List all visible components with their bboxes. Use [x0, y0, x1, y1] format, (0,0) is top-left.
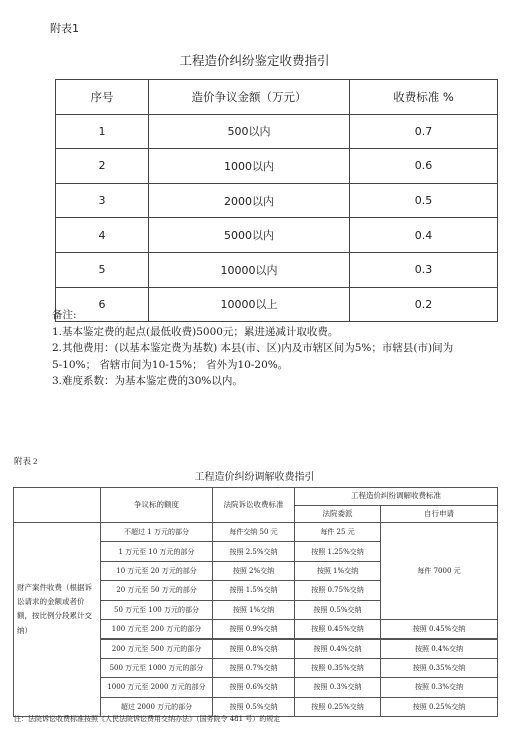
table-cell: 按照 0.75%交纳 — [295, 581, 381, 600]
table-cell: 5 — [56, 252, 149, 287]
appraisal-fee-table — [55, 79, 498, 322]
table-row — [56, 252, 498, 287]
notes-block — [52, 307, 502, 390]
table-cell: 超过 2000 万元的部分 — [101, 697, 213, 716]
table-cell: 按照 0.45%交纳 — [381, 619, 498, 638]
table-header-row — [14, 488, 498, 506]
table-cell: 按照 1%交纳 — [213, 600, 295, 619]
table-cell: 按照 0.5%交纳 — [213, 697, 295, 716]
table-cell: 1 — [56, 114, 149, 149]
header-self-apply: 自行申请 — [381, 506, 498, 523]
note-line: 5-10%； 省辖市间为10-15%； 省外为10-20%。 — [52, 358, 289, 371]
table-cell: 500以内 — [149, 114, 350, 149]
table-cell: 每件交纳 50 元 — [213, 523, 295, 542]
footnote: 注：法院诉讼收费标准按照《人民法院诉讼费用交纳办法》（国务院令 481 号）的规定 — [14, 715, 281, 723]
header-blank-cell — [14, 488, 101, 523]
table-cell: 按照 0.6%交纳 — [213, 678, 295, 697]
table-cell: 4 — [56, 218, 149, 253]
table-cell: 按照 0.4%交纳 — [295, 639, 381, 658]
table-header-row — [56, 80, 498, 115]
table-cell: 按照 1.25%交纳 — [295, 542, 381, 561]
table-cell: 按照 0.9%交纳 — [213, 619, 295, 638]
table-cell: 按照 0.5%交纳 — [295, 600, 381, 619]
table-cell: 按照 1%交纳 — [295, 561, 381, 580]
table-cell: 按照 0.45%交纳 — [295, 619, 381, 638]
category-cell — [14, 523, 101, 717]
table-row — [56, 218, 498, 253]
table-cell: 0.3 — [350, 252, 498, 287]
table-cell: 0.2 — [350, 287, 498, 322]
table-cell: 0.7 — [350, 114, 498, 149]
table-cell: 按照 0.3%交纳 — [381, 678, 498, 697]
table-cell: 按照 2.5%交纳 — [213, 542, 295, 561]
table-cell: 按照 0.35%交纳 — [295, 658, 381, 677]
table-cell: 按照 0.25%交纳 — [295, 697, 381, 716]
table-cell: 按照 0.25%交纳 — [381, 697, 498, 716]
note-line: 1.基本鉴定费的起点(最低收费)5000元；累进递减计取收费。 — [52, 325, 339, 338]
table-row — [56, 149, 498, 184]
table-cell: 500 万元至 1000 万元的部分 — [101, 658, 213, 677]
appendix1-title: 工程造价纠纷鉴定收费指引 — [179, 53, 330, 68]
table-cell: 10000以上 — [149, 287, 350, 322]
table-cell: 3 — [56, 183, 149, 218]
table-cell: 0.4 — [350, 218, 498, 253]
table-cell: 50 万元至 100 万元的部分 — [101, 600, 213, 619]
table-cell: 10 万元至 20 万元的部分 — [101, 561, 213, 580]
table-row — [14, 523, 498, 542]
column-header: 造价争议金额（万元） — [149, 80, 350, 115]
table-cell: 10000以内 — [149, 252, 350, 287]
note-line: 3.难度系数：为基本鉴定费的30%以内。 — [52, 375, 243, 387]
header-court-commission: 法院委派 — [295, 506, 381, 523]
table-cell: 按照 0.3%交纳 — [295, 678, 381, 697]
column-header: 序号 — [56, 80, 149, 115]
table-cell: 6 — [56, 287, 149, 322]
table-cell: 200 万元至 500 万元的部分 — [101, 639, 213, 658]
table-cell: 按照 1.5%交纳 — [213, 581, 295, 600]
table-cell: 5000以内 — [149, 218, 350, 253]
header-amount: 争议标的额度 — [101, 488, 213, 523]
header-court-standard: 法院诉讼收费标准 — [213, 488, 295, 523]
table-cell: 1000以内 — [149, 149, 350, 184]
table-cell: 按照 0.8%交纳 — [213, 639, 295, 658]
table-cell: 0.6 — [350, 149, 498, 184]
mediation-fee-table — [13, 487, 498, 717]
table-cell: 0.5 — [350, 183, 498, 218]
table-cell: 按照 0.7%交纳 — [213, 658, 295, 677]
table-cell: 按照 0.4%交纳 — [381, 639, 498, 658]
table-cell: 2000以内 — [149, 183, 350, 218]
table-cell: 100 万元至 200 万元的部分 — [101, 619, 213, 638]
table-cell: 按照 0.35%交纳 — [381, 658, 498, 677]
table-cell: 1 万元至 10 万元的部分 — [101, 542, 213, 561]
header-mediation-standard: 工程造价纠纷调解收费标准 — [295, 488, 498, 506]
table-cell: 不超过 1 万元的部分 — [101, 523, 213, 542]
merged-self-apply-cell: 每件 7000 元 — [381, 523, 498, 620]
appendix1-label: 附表1 — [50, 22, 79, 35]
notes-heading: 备注: — [52, 309, 77, 321]
table-cell: 2 — [56, 149, 149, 184]
column-header: 收费标准 % — [350, 80, 498, 115]
table-cell: 20 万元至 50 万元的部分 — [101, 581, 213, 600]
note-line: 2.其他费用：(以基本鉴定费为基数) 本县(市、区)内及市辖区间为5%；市辖县(市)间为 — [52, 342, 454, 354]
category-text: 财产案件收费（根据诉讼请求的金额或者价额，按比例分段累计交纳） — [17, 582, 92, 635]
appendix2-label: 附表 2 — [14, 456, 38, 466]
table-cell: 1000 万元至 2000 万元的部分 — [101, 678, 213, 697]
table-cell: 每件 25 元 — [295, 523, 381, 542]
table-row — [56, 183, 498, 218]
appendix2-title: 工程造价纠纷调解收费指引 — [194, 472, 315, 483]
table-row — [56, 114, 498, 149]
table-cell: 按照 2%交纳 — [213, 561, 295, 580]
